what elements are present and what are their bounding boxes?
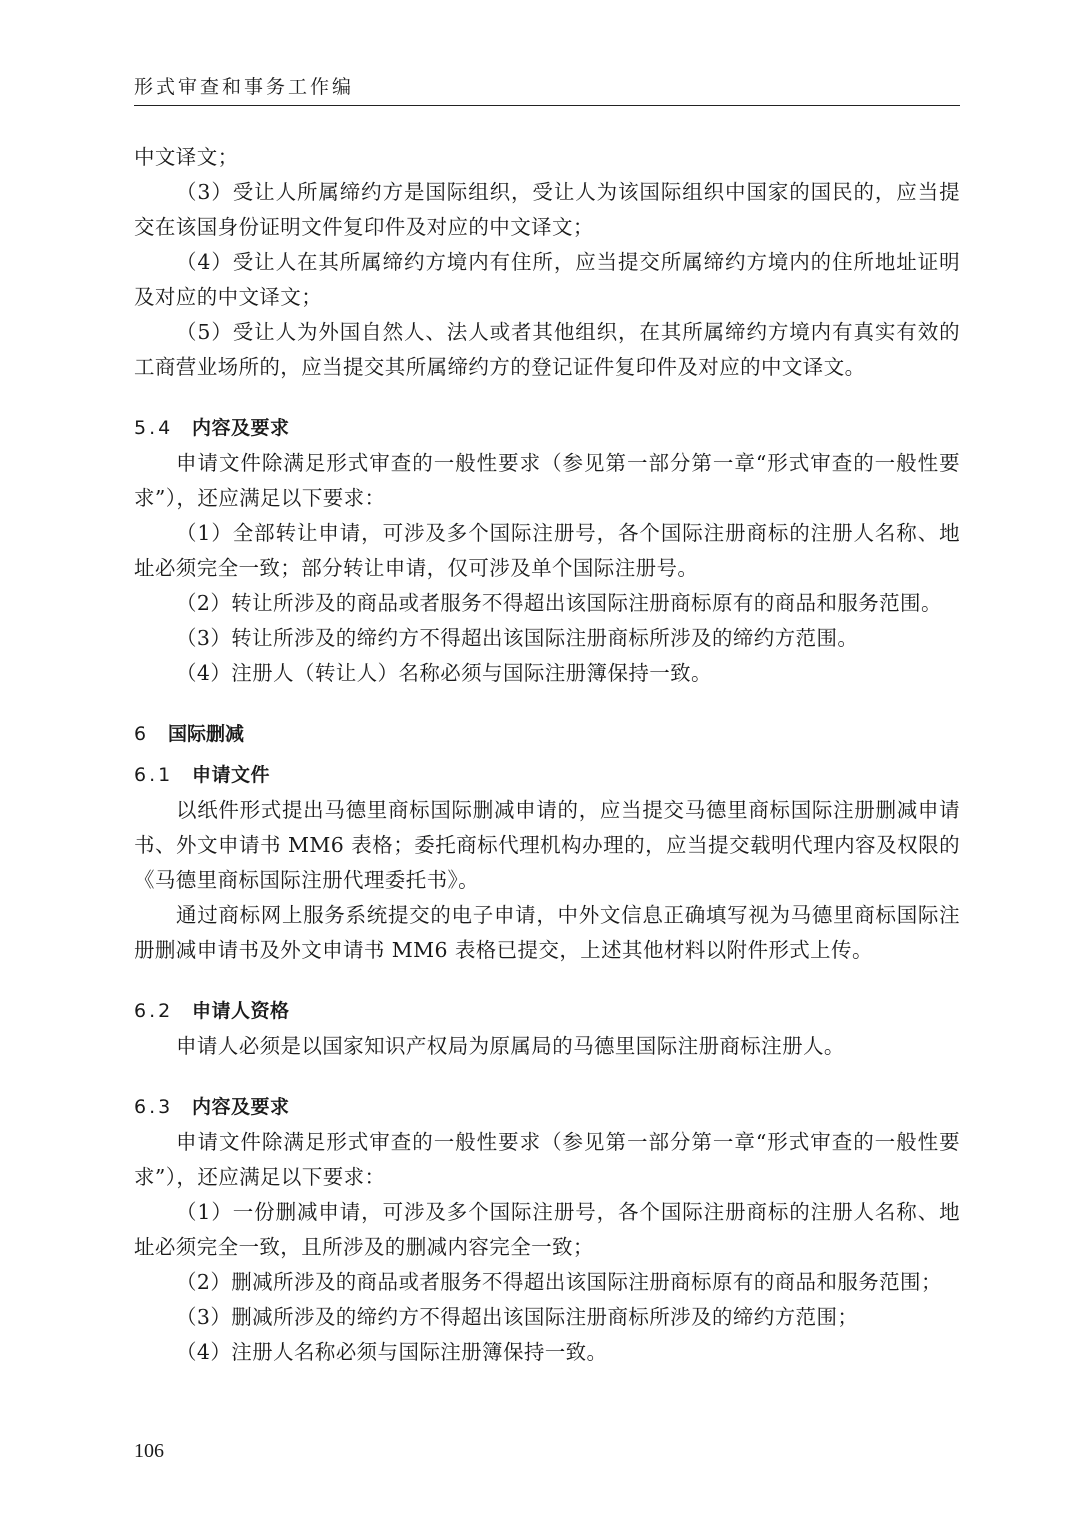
paragraph: （3）转让所涉及的缔约方不得超出该国际注册商标所涉及的缔约方范围。 bbox=[176, 626, 859, 650]
section-heading-5-4 bbox=[134, 411, 960, 446]
page-number: 106 bbox=[134, 1440, 164, 1462]
section-heading-6-3 bbox=[134, 1090, 960, 1125]
section-title: 申请文件 bbox=[192, 764, 271, 786]
paragraph: （5）受让人为外国自然人、法人或者其他组织，在其所属缔约方境内有真实有效的工商营业场所的，应当提交其所属缔约方的登记证件复印件及对应的中文译文。 bbox=[134, 320, 960, 379]
paragraph: （4）注册人（转让人）名称必须与国际注册簿保持一致。 bbox=[176, 661, 712, 685]
paragraph: （2）转让所涉及的商品或者服务不得超出该国际注册商标原有的商品和服务范围。 bbox=[176, 591, 942, 615]
section-number: 6.2 bbox=[134, 1000, 174, 1022]
section-number: 6.1 bbox=[134, 764, 174, 786]
page-body bbox=[134, 140, 960, 1370]
paragraph: （3）删减所涉及的缔约方不得超出该国际注册商标所涉及的缔约方范围； bbox=[176, 1305, 859, 1329]
section-heading-6-1 bbox=[134, 758, 960, 793]
section-title: 申请人资格 bbox=[192, 1000, 290, 1022]
paragraph: 申请文件除满足形式审查的一般性要求（参见第一部分第一章“形式审查的一般性要求”），还应满足以下要求： bbox=[134, 451, 960, 510]
paragraph: 中文译文； bbox=[134, 145, 239, 169]
section-title: 内容及要求 bbox=[192, 417, 290, 439]
paragraph: （3）受让人所属缔约方是国际组织，受让人为该国际组织中国家的国民的，应当提交在该国身份证明文件复印件及对应的中文译文； bbox=[134, 180, 960, 239]
paragraph: 以纸件形式提出马德里商标国际删减申请的，应当提交马德里商标国际注册删减申请书、外文申请书 MM6 表格；委托商标代理机构办理的，应当提交载明代理内容及权限的《马德里商标国际注册代理委托书》。 bbox=[134, 798, 960, 892]
paragraph: （1）全部转让申请，可涉及多个国际注册号，各个国际注册商标的注册人名称、地址必须完全一致；部分转让申请，仅可涉及单个国际注册号。 bbox=[134, 521, 960, 580]
running-header-title: 形式审查和事务工作编 bbox=[134, 76, 355, 98]
section-title: 内容及要求 bbox=[192, 1096, 290, 1118]
paragraph: （2）删减所涉及的商品或者服务不得超出该国际注册商标原有的商品和服务范围； bbox=[176, 1270, 942, 1294]
section-number: 5.4 bbox=[134, 417, 174, 439]
paragraph: 通过商标网上服务系统提交的电子申请，中外文信息正确填写视为马德里商标国际注册删减申请书及外文申请书 MM6 表格已提交，上述其他材料以附件形式上传。 bbox=[134, 903, 960, 962]
paragraph: 申请文件除满足形式审查的一般性要求（参见第一部分第一章“形式审查的一般性要求”），还应满足以下要求： bbox=[134, 1130, 960, 1189]
section-number: 6 bbox=[134, 723, 147, 745]
section-number: 6.3 bbox=[134, 1096, 174, 1118]
header-rule bbox=[134, 105, 960, 106]
paragraph: （1）一份删减申请，可涉及多个国际注册号，各个国际注册商标的注册人名称、地址必须完全一致，且所涉及的删减内容完全一致； bbox=[134, 1200, 960, 1259]
section-title: 国际删减 bbox=[168, 723, 245, 745]
section-heading-6-2 bbox=[134, 994, 960, 1029]
paragraph: 申请人必须是以国家知识产权局为原属局的马德里国际注册商标注册人。 bbox=[176, 1034, 845, 1058]
paragraph: （4）受让人在其所属缔约方境内有住所，应当提交所属缔约方境内的住所地址证明及对应的中文译文； bbox=[134, 250, 960, 309]
paragraph: （4）注册人名称必须与国际注册簿保持一致。 bbox=[176, 1340, 608, 1364]
section-heading-6 bbox=[134, 717, 960, 752]
